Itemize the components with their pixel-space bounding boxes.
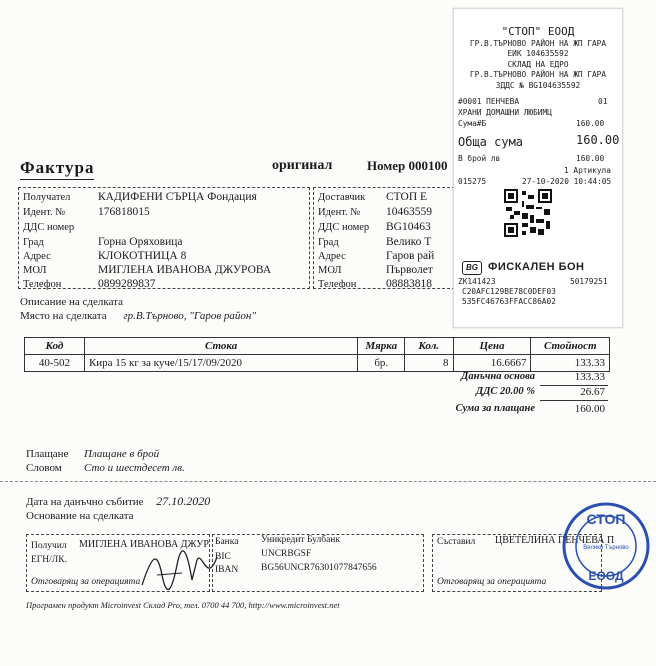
receipt-hash-1: C20AFC129BE78C0DEF03 <box>462 287 556 296</box>
receipt-articles: 1 Артикула <box>564 166 611 175</box>
supplier-row <box>318 264 433 276</box>
invoice-number-label: Номер <box>367 158 406 173</box>
receipt-device-no: 50179251 <box>570 277 608 286</box>
receipt-cash-value: 160.00 <box>576 154 605 163</box>
receipt-operator: #0001 ПЕНЧЕВА <box>458 97 520 106</box>
receipt-product: ХРАНИ ДОМАШНИ ЛЮБИМЦ <box>458 108 552 117</box>
receipt-total-label: Обща сума <box>458 135 524 149</box>
deal-place-value: гр.В.Търново, "Гаров район" <box>123 310 256 322</box>
receipt-company: "СТОП" ЕООД <box>501 25 575 38</box>
receipt-operator-no: 01 <box>598 97 608 106</box>
column-header: Стойност <box>531 338 610 355</box>
supplier-value: BG10463 <box>386 221 431 233</box>
supplier-value: Велико Т <box>386 236 432 248</box>
composed-label: Съставил <box>437 537 476 547</box>
supplier-row <box>318 250 434 262</box>
cell-price: 16.6667 <box>453 355 531 372</box>
receipt-address: ГР.В.ТЪРНОВО РАЙОН НА ЖП ГАРА <box>469 39 607 48</box>
supplier-label: МОЛ <box>318 265 342 276</box>
receiver-label: Получил <box>31 541 67 551</box>
composer-sign-label: Отговарящ за операцията <box>437 577 547 587</box>
total-row <box>415 371 605 385</box>
receiver-value: МИГЛЕНА ИВАНОВА ДЖУР <box>79 539 209 550</box>
recipient-value: КЛОКОТНИЦА 8 <box>98 250 187 262</box>
receipt-total-value: 160.00 <box>576 133 620 147</box>
supplier-label: Град <box>318 237 339 248</box>
recipient-row <box>23 278 156 290</box>
receiver-sign-label: Отговарящ за операцията <box>31 577 141 587</box>
recipient-row <box>23 206 150 218</box>
cell-code: 40-502 <box>25 355 85 372</box>
company-stamp <box>560 500 652 592</box>
column-header: Стока <box>84 338 357 355</box>
invoice-number-value: 000100 <box>408 158 448 173</box>
invoice-title: Фактура <box>20 158 95 177</box>
supplier-value: 08883818 <box>386 278 432 289</box>
recipient-label: ДДС номер <box>23 222 75 233</box>
fiscal-receipt <box>453 8 623 328</box>
recipient-label: МОЛ <box>23 265 47 276</box>
payment-label: Плащане <box>26 448 69 460</box>
recipient-row <box>23 250 186 262</box>
recipient-label: Телефон <box>23 279 62 290</box>
words-row <box>26 462 185 474</box>
recipient-value: Горна Оряховица <box>98 236 183 248</box>
recipient-row <box>23 221 98 233</box>
total-value: 133.33 <box>574 371 605 383</box>
fiscal-logo-icon: BG <box>462 261 482 275</box>
cell-item: Кира 15 кг за куче/15/17/09/2020 <box>84 355 357 372</box>
column-header: Цена <box>453 338 531 355</box>
receipt-address-2: ГР.В.ТЪРНОВО РАЙОН НА ЖП ГАРА <box>469 70 607 79</box>
supplier-row <box>318 206 432 218</box>
receipt-warehouse: СКЛАД НА ЕДРО <box>507 60 569 69</box>
recipient-label: Получател <box>23 192 71 203</box>
receipt-sum-label: Сума#Б <box>458 119 487 128</box>
deal-basis-label: Основание на сделката <box>26 510 134 522</box>
stamp-bottom-text: ЕООД <box>588 569 624 583</box>
stamp-top-text: СТОП <box>586 511 626 527</box>
supplier-box <box>313 187 465 289</box>
supplier-row <box>318 278 432 289</box>
cell-qty: 8 <box>405 355 453 372</box>
footer-text: Програмен продукт Microinvest Склад Pro, тел. 0700 44 700, http://www.microinvest.net <box>26 600 340 610</box>
column-header: Кол. <box>405 338 453 355</box>
payment-row <box>26 448 159 460</box>
recipient-value: 176818015 <box>98 206 150 218</box>
supplier-row <box>318 236 431 248</box>
supplier-value: Гаров рай <box>386 250 435 262</box>
payment-value: Плащане в брой <box>84 448 160 460</box>
table-row <box>25 355 610 372</box>
supplier-label: Идент. № <box>318 207 361 218</box>
recipient-label: Адрес <box>23 251 51 262</box>
bic-value: UNCRBGSF <box>261 549 312 559</box>
total-row <box>415 386 605 400</box>
deal-place <box>20 310 256 322</box>
supplier-row <box>318 191 427 203</box>
iban-label: IBAN <box>215 565 239 575</box>
items-table <box>24 337 610 372</box>
deal-description-label: Описание на сделката <box>20 296 123 308</box>
totals-block <box>415 371 605 417</box>
receipt-hash-2: 535FC46763FFACC86A02 <box>462 297 556 306</box>
bank-value: Уникредит Булбанк <box>261 535 341 545</box>
supplier-value: 10463559 <box>386 206 432 218</box>
words-value: Сто и шестдесет лв. <box>84 462 185 474</box>
supplier-label: ДДС номер <box>318 222 370 233</box>
recipient-value: КАДИФЕНИ СЪРЦА Фондация <box>98 191 257 203</box>
cell-value: 133.33 <box>531 355 610 372</box>
receiver-box <box>26 534 210 592</box>
column-header: Мярка <box>358 338 405 355</box>
recipient-row <box>23 264 271 276</box>
supplier-row <box>318 221 431 233</box>
tax-event-date: 27.10.2020 <box>156 494 211 508</box>
supplier-label: Телефон <box>318 279 357 289</box>
tax-event-row <box>26 494 210 509</box>
receipt-sum-value: 160.00 <box>576 119 605 128</box>
total-value: 26.67 <box>580 386 605 398</box>
supplier-value: Първолет <box>386 264 433 276</box>
stamp-city-text: Велико Търново <box>583 545 629 551</box>
invoice-number <box>367 158 462 174</box>
supplier-label: Адрес <box>318 251 346 262</box>
composed-value: ЦВЕТЕЛИНА ПЕНЧЕВА П <box>495 535 615 546</box>
bank-box <box>212 534 424 592</box>
receipt-fiscal-label: ФИСКАЛЕН БОН <box>488 261 585 273</box>
receipt-eik: ЕИК 104635592 <box>507 49 569 58</box>
supplier-label: Доставчик <box>318 192 366 203</box>
total-value: 160.00 <box>574 403 605 415</box>
words-label: Словом <box>26 462 62 474</box>
recipient-label: Град <box>23 237 44 248</box>
receipt-number: 015275 <box>458 177 487 186</box>
receipt-qr-code <box>504 189 552 237</box>
recipient-box <box>18 187 310 289</box>
receipt-device: ZK141423 <box>458 277 496 286</box>
bank-label: Банка <box>215 537 239 547</box>
supplier-value: СТОП Е <box>386 191 428 203</box>
invoice-original-label: оригинал <box>272 158 333 173</box>
cell-unit: бр. <box>358 355 405 372</box>
total-label: Сума за плащане <box>455 403 535 414</box>
recipient-label: Идент. № <box>23 207 66 218</box>
receipt-datetime: 27-10-2020 10:44:05 <box>522 177 612 186</box>
tax-event-label: Дата на данъчно събитие <box>26 496 144 508</box>
iban-value: BG56UNCR76301077847656 <box>261 563 377 573</box>
recipient-value: 0899289837 <box>98 278 156 290</box>
table-header-row <box>25 338 610 355</box>
receipt-vat: ЗДДС № BG104635592 <box>495 81 581 90</box>
recipient-row <box>23 236 183 248</box>
receipt-cash-label: В брой лв <box>458 154 501 163</box>
bic-label: BIC <box>215 552 231 562</box>
egn-label: ЕГН/ЛК. <box>31 555 67 565</box>
recipient-value: МИГЛЕНА ИВАНОВА ДЖУРОВА <box>98 264 272 276</box>
column-header: Код <box>25 338 85 355</box>
total-row <box>415 403 605 417</box>
total-label: Данъчна основа <box>461 371 535 382</box>
recipient-row <box>23 191 257 203</box>
deal-place-label: Място на сделката <box>20 310 107 322</box>
total-label: ДДС 20.00 % <box>476 386 535 397</box>
